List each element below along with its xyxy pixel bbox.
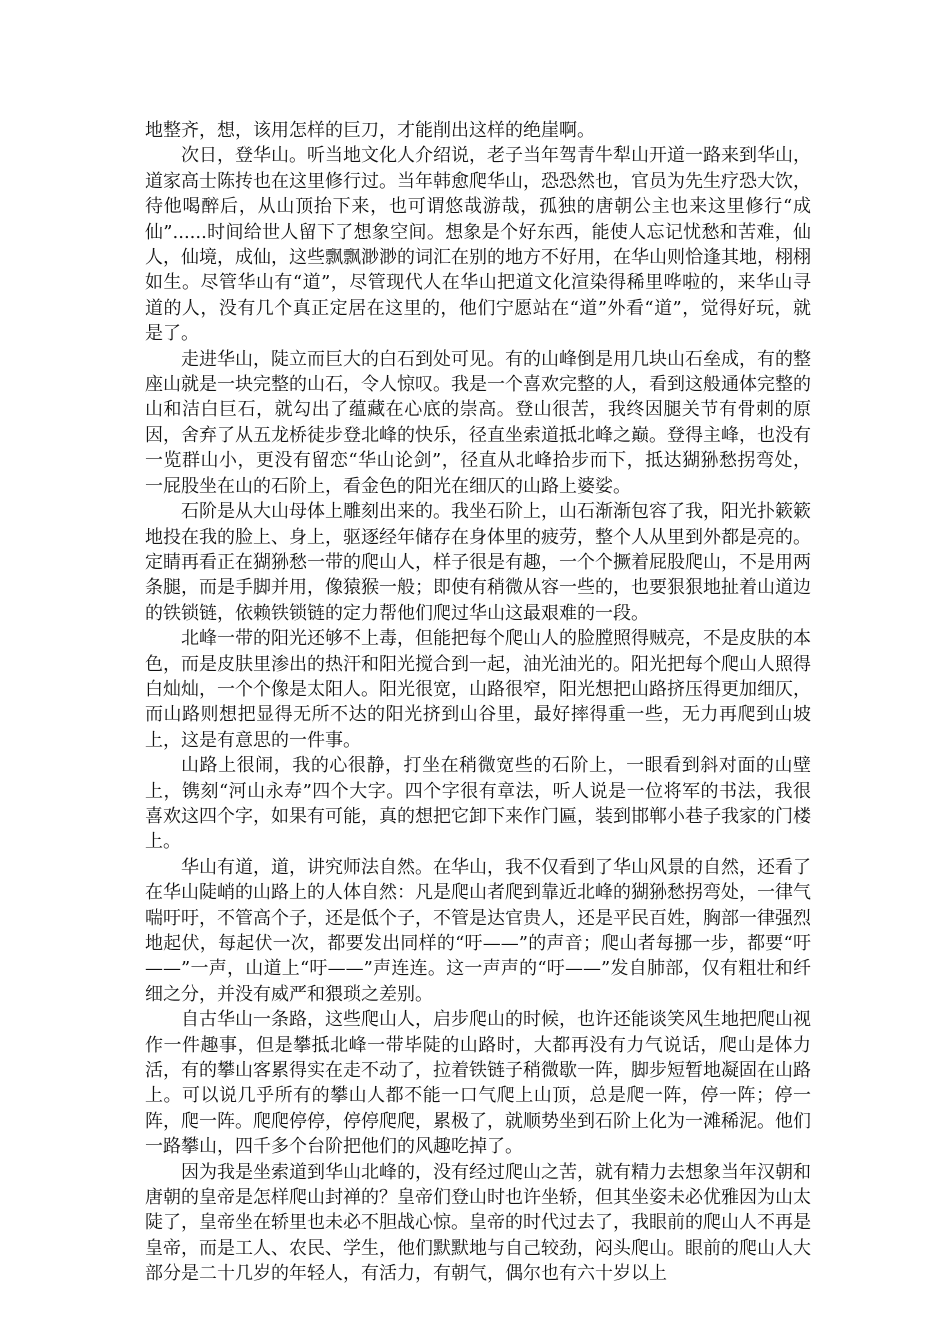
paragraph-3: 走进华山，陡立而巨大的白石到处可见。有的山峰倒是用几块山石垒成，有的整座山就是一块完整的山石，令人惊叹。我是一个喜欢完整的人，看到这般通体完整的山和洁白巨石，就勾出了蕴藏在心底的崇高。登山很苦，我终因腿关节有骨刺的原因，舍弃了从五龙桥徒步登北峰的快乐，径直坐索道抵北峰之巅。登得主峰，也没有一览群山小，更没有留恋“华山论剑”，径直从北峰拾步而下，抵达猢狲愁拐弯处，一屁股坐在山的石阶上，看金色的阳光在细仄的山路上婆娑。	[145, 348, 811, 497]
paragraph-5: 北峰一带的阳光还够不上毒，但能把每个爬山人的脸膛照得贼亮，不是皮肤的本色，而是皮肤里渗出的热汗和阳光搅合到一起，油光油光的。阳光把每个爬山人照得白灿灿，一个个像是太阳人。阳光很宽，山路很窄，阳光想把山路挤压得更加细仄，而山路则想把显得无所不达的阳光挤到山谷里，最好摔得重一些，无力再爬到山坡上，这是有意思的一件事。	[145, 628, 811, 751]
paragraph-6: 山路上很闹，我的心很静，打坐在稍微宽些的石阶上，一眼看到斜对面的山壁上，镌刻“河山永寿”四个大字。四个字很有章法，听人说是一位将军的书法，我很喜欢这四个字，如果有可能，真的想把它卸下来作门匾，装到邯郸小巷子我家的门楼上。	[145, 755, 811, 853]
paragraph-2: 次日，登华山。听当地文化人介绍说，老子当年驾青牛犁山开道一路来到华山，道家高士陈抟也在这里修行过。当年韩愈爬华山，恐恐然也，官员为先生疗恐大饮，待他喝醉后，从山顶抬下来，也可谓悠哉游哉，孤独的唐朝公主也来这里修行“成仙”......时间给世人留下了想象空间。想象是个好东西，能使人忘记忧愁和苦难，仙人，仙境，成仙，这些飘飘渺渺的词汇在别的地方不好用，在华山则恰逢其地，栩栩如生。尽管华山有“道”，尽管现代人在华山把道文化渲染得稀里哗啦的，来华山寻道的人，没有几个真正定居在这里的，他们宁愿站在“道”外看“道”，觉得好玩，就是了。	[145, 145, 811, 345]
paragraph-4: 石阶是从大山母体上雕刻出来的。我坐石阶上，山石渐渐包容了我，阳光扑簌簌地投在我的脸上、身上，驱逐经年储存在身体里的疲劳，整个人从里到外都是亮的。定睛再看正在猢狲愁一带的爬山人，样子很是有趣，一个个撅着屁股爬山，不是用两条腿，而是手脚并用，像猿猴一般；即使有稍微从容一些的，也要狠狠地扯着山道边的铁锁链，依赖铁锁链的定力帮他们爬过华山这最艰难的一段。	[145, 501, 811, 624]
paragraph-8: 自古华山一条路，这些爬山人，启步爬山的时候，也许还能谈笑风生地把爬山视作一件趣事，但是攀抵北峰一带毕陡的山路时，大都再没有力气说话，爬山是体力活，有的攀山客累得实在走不动了，拉着铁链子稍微歇一阵，脚步短暂地凝固在山路上。可以说几乎所有的攀山人都不能一口气爬上山顶，总是爬一阵，停一阵；停一阵，爬一阵。爬爬停停，停停爬爬，累极了，就顺势坐到石阶上化为一滩稀泥。他们一路攀山，四千多个台阶把他们的风趣吃掉了。	[145, 1009, 811, 1158]
paragraph-9: 因为我是坐索道到华山北峰的，没有经过爬山之苦，就有精力去想象当年汉朝和唐朝的皇帝是怎样爬山封禅的？皇帝们登山时也许坐轿，但其坐姿未必优雅因为山太陡了，皇帝坐在轿里也未必不胆战心惊。皇帝的时代过去了，我眼前的爬山人不再是皇帝，而是工人、农民、学生，他们默默地与自己较劲，闷头爬山。眼前的爬山人大部分是二十几岁的年轻人，有活力，有朝气，偶尔也有六十岁以上	[145, 1161, 811, 1285]
paragraph-7: 华山有道，道，讲究师法自然。在华山，我不仅看到了华山风景的自然，还看了在华山陡峭的山路上的人体自然：凡是爬山者爬到靠近北峰的猢狲愁拐弯处，一律气喘吁吁，不管高个子，还是低个子，不管是达官贵人，还是平民百姓，胸部一律强烈地起伏，每起伏一次，都要发出同样的“吁——”的声音；爬山者每挪一步，都要“吁——”一声，山道上“吁——”声连连。这一声声的“吁——”发自肺部，仅有粗壮和纤细之分，并没有威严和猥琐之差别。	[145, 856, 811, 1005]
document-page	[145, 118, 811, 1287]
paragraph-1: 地整齐，想，该用怎样的巨刀，才能削出这样的绝崖啊。	[145, 120, 595, 141]
